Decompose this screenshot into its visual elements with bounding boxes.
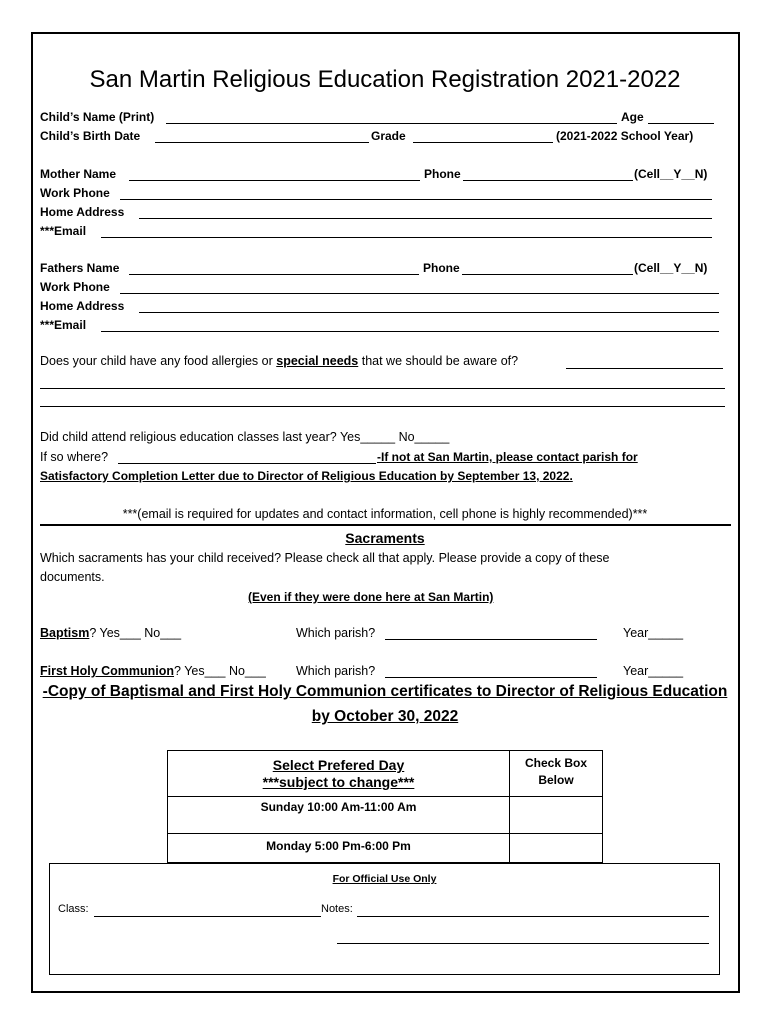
- completion-letter-note: Satisfactory Completion Letter due to Director of Religious Education by September 13, 2022.: [40, 469, 573, 483]
- prior-where-label: If so where?: [40, 450, 109, 464]
- mother-phone-field[interactable]: [463, 180, 633, 181]
- father-cell-label: (Cell__Y__N): [634, 261, 708, 275]
- checkbox-monday[interactable]: [510, 834, 603, 863]
- communion-label: First Holy Communion: [40, 664, 175, 678]
- special-needs-emphasis: special needs: [276, 354, 359, 368]
- certificates-note: -Copy of Baptismal and First Holy Communion certificates to Director of Religious Education: [42, 683, 728, 700]
- mother-home-address-label: Home Address: [40, 205, 125, 219]
- communion-year-field[interactable]: Year_____: [623, 664, 684, 678]
- mother-email-field[interactable]: [101, 237, 712, 238]
- day-option-monday: Monday 5:00 Pm-6:00 Pm: [266, 839, 411, 853]
- baptism-label: Baptism: [40, 626, 90, 640]
- class-field[interactable]: [94, 916, 321, 917]
- prior-classes-question: Did child attend religious education classes last year? Yes_____ No_____: [40, 430, 450, 444]
- mother-email-label: ***Email: [40, 224, 87, 238]
- mother-phone-label: Phone: [424, 167, 461, 181]
- preferred-day-table: [167, 750, 603, 863]
- communion-parish-field[interactable]: [385, 677, 597, 678]
- check-column-header: Check Box Below: [510, 751, 603, 797]
- section-divider: [40, 524, 731, 526]
- age-label: Age: [621, 110, 644, 124]
- allergy-field-3[interactable]: [40, 406, 725, 407]
- day-option-sunday: Sunday 10:00 Am-11:00 Am: [260, 800, 417, 814]
- checkbox-sunday[interactable]: [510, 797, 603, 834]
- baptism-parish-label: Which parish?: [296, 626, 376, 640]
- communion-parish-label: Which parish?: [296, 664, 376, 678]
- table-row: [168, 834, 603, 863]
- day-column-header: Select Prefered Day ***subject to change***: [168, 751, 510, 797]
- birth-date-label: Child’s Birth Date: [40, 129, 141, 143]
- grade-label: Grade: [371, 129, 406, 143]
- table-row: [168, 797, 603, 834]
- father-name-field[interactable]: [129, 274, 419, 275]
- father-work-phone-field[interactable]: [120, 293, 719, 294]
- prior-where-field[interactable]: [118, 463, 376, 464]
- email-required-note: ***(email is required for updates and contact information, cell phone is highly recommended)***: [122, 507, 648, 521]
- notes-field-1[interactable]: [357, 916, 709, 917]
- prior-contact-note: -If not at San Martin, please contact parish for: [377, 450, 638, 464]
- mother-work-phone-label: Work Phone: [40, 186, 110, 200]
- baptism-parish-field[interactable]: [385, 639, 597, 640]
- father-work-phone-label: Work Phone: [40, 280, 110, 294]
- father-home-address-field[interactable]: [139, 312, 719, 313]
- communion-yes-no[interactable]: ? Yes___ No___: [174, 664, 266, 678]
- notes-label: Notes:: [321, 903, 353, 915]
- age-field[interactable]: [648, 123, 714, 124]
- even-here-note: (Even if they were done here at San Martin): [248, 590, 494, 604]
- school-year-note: (2021-2022 School Year): [556, 129, 694, 143]
- father-email-field[interactable]: [101, 331, 719, 332]
- mother-home-address-field[interactable]: [139, 218, 712, 219]
- sacraments-instructions-cont: documents.: [40, 570, 105, 584]
- class-label: Class:: [58, 903, 89, 915]
- mother-cell-label: (Cell__Y__N): [634, 167, 708, 181]
- sacraments-instructions: Which sacraments has your child received? Please check all that apply. Please provide a copy of these: [40, 551, 610, 565]
- notes-field-2[interactable]: [337, 943, 709, 944]
- baptism-row: [40, 626, 181, 640]
- father-phone-field[interactable]: [462, 274, 633, 275]
- allergy-field-2[interactable]: [40, 388, 725, 389]
- mother-name-field[interactable]: [129, 180, 420, 181]
- father-email-label: ***Email: [40, 318, 87, 332]
- father-home-address-label: Home Address: [40, 299, 125, 313]
- father-name-label: Fathers Name: [40, 261, 120, 275]
- father-phone-label: Phone: [423, 261, 460, 275]
- baptism-year-field[interactable]: Year_____: [623, 626, 684, 640]
- baptism-yes-no[interactable]: ? Yes___ No___: [89, 626, 182, 640]
- grade-field[interactable]: [413, 142, 553, 143]
- mother-name-label: Mother Name: [40, 167, 117, 181]
- official-use-box: [49, 863, 720, 975]
- allergy-question: Does your child have any food allergies or special needs that we should be aware of?: [40, 354, 519, 368]
- page-title: San Martin Religious Education Registration 2021-2022: [89, 66, 681, 93]
- official-use-heading: For Official Use Only: [332, 873, 437, 885]
- sacraments-heading: Sacraments: [345, 530, 425, 546]
- child-name-field[interactable]: [166, 123, 617, 124]
- certificates-deadline: by October 30, 2022: [311, 708, 459, 725]
- child-name-label: Child’s Name (Print): [40, 110, 155, 124]
- communion-row: [40, 664, 266, 678]
- birth-date-field[interactable]: [155, 142, 369, 143]
- mother-work-phone-field[interactable]: [120, 199, 712, 200]
- allergy-field-1[interactable]: [566, 368, 723, 369]
